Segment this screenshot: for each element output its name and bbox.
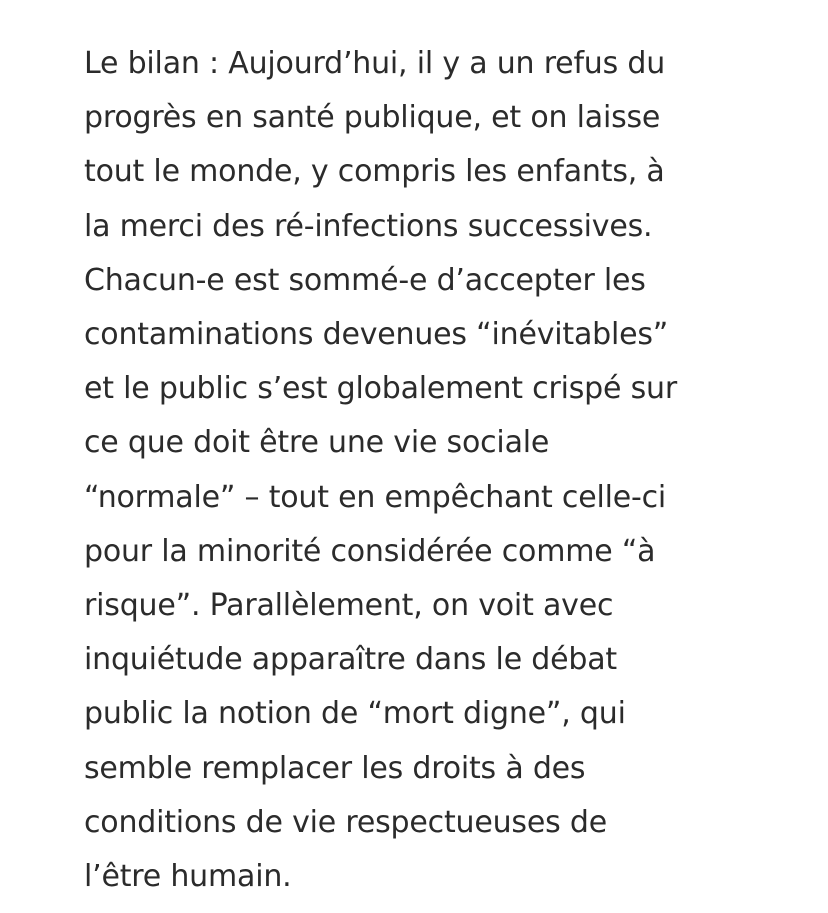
paragraph (84, 37, 784, 904)
paragraph-line: Chacun-e est sommé-e d’accepter les (84, 262, 646, 298)
paragraph-line: ce que doit être une vie sociale (84, 425, 550, 461)
paragraph-line: semble remplacer les droits à des (84, 750, 586, 786)
paragraph-line: l’être humain. (84, 859, 292, 895)
paragraph-line: inquiétude apparaître dans le débat (84, 642, 617, 678)
article-body (84, 37, 784, 904)
paragraph-line: et le public s’est globalement crispé sur (84, 371, 677, 407)
paragraph-line: pour la minorité considérée comme “à (84, 533, 656, 569)
paragraph-line: “normale” – tout en empêchant celle-ci (84, 479, 667, 515)
paragraph-line: conditions de vie respectueuses de (84, 804, 607, 840)
paragraph-line: contaminations devenues “inévitables” (84, 317, 669, 353)
paragraph-line: Le bilan : Aujourd’hui, il y a un refus du (84, 46, 666, 81)
paragraph-line: la merci des ré-infections successives. (84, 208, 653, 244)
paragraph-line: public la notion de “mort digne”, qui (84, 696, 626, 732)
paragraph-line: progrès en santé publique, et on laisse (84, 100, 661, 136)
paragraph-line: tout le monde, y compris les enfants, à (84, 154, 665, 190)
paragraph-line: risque”. Parallèlement, on voit avec (84, 588, 614, 624)
